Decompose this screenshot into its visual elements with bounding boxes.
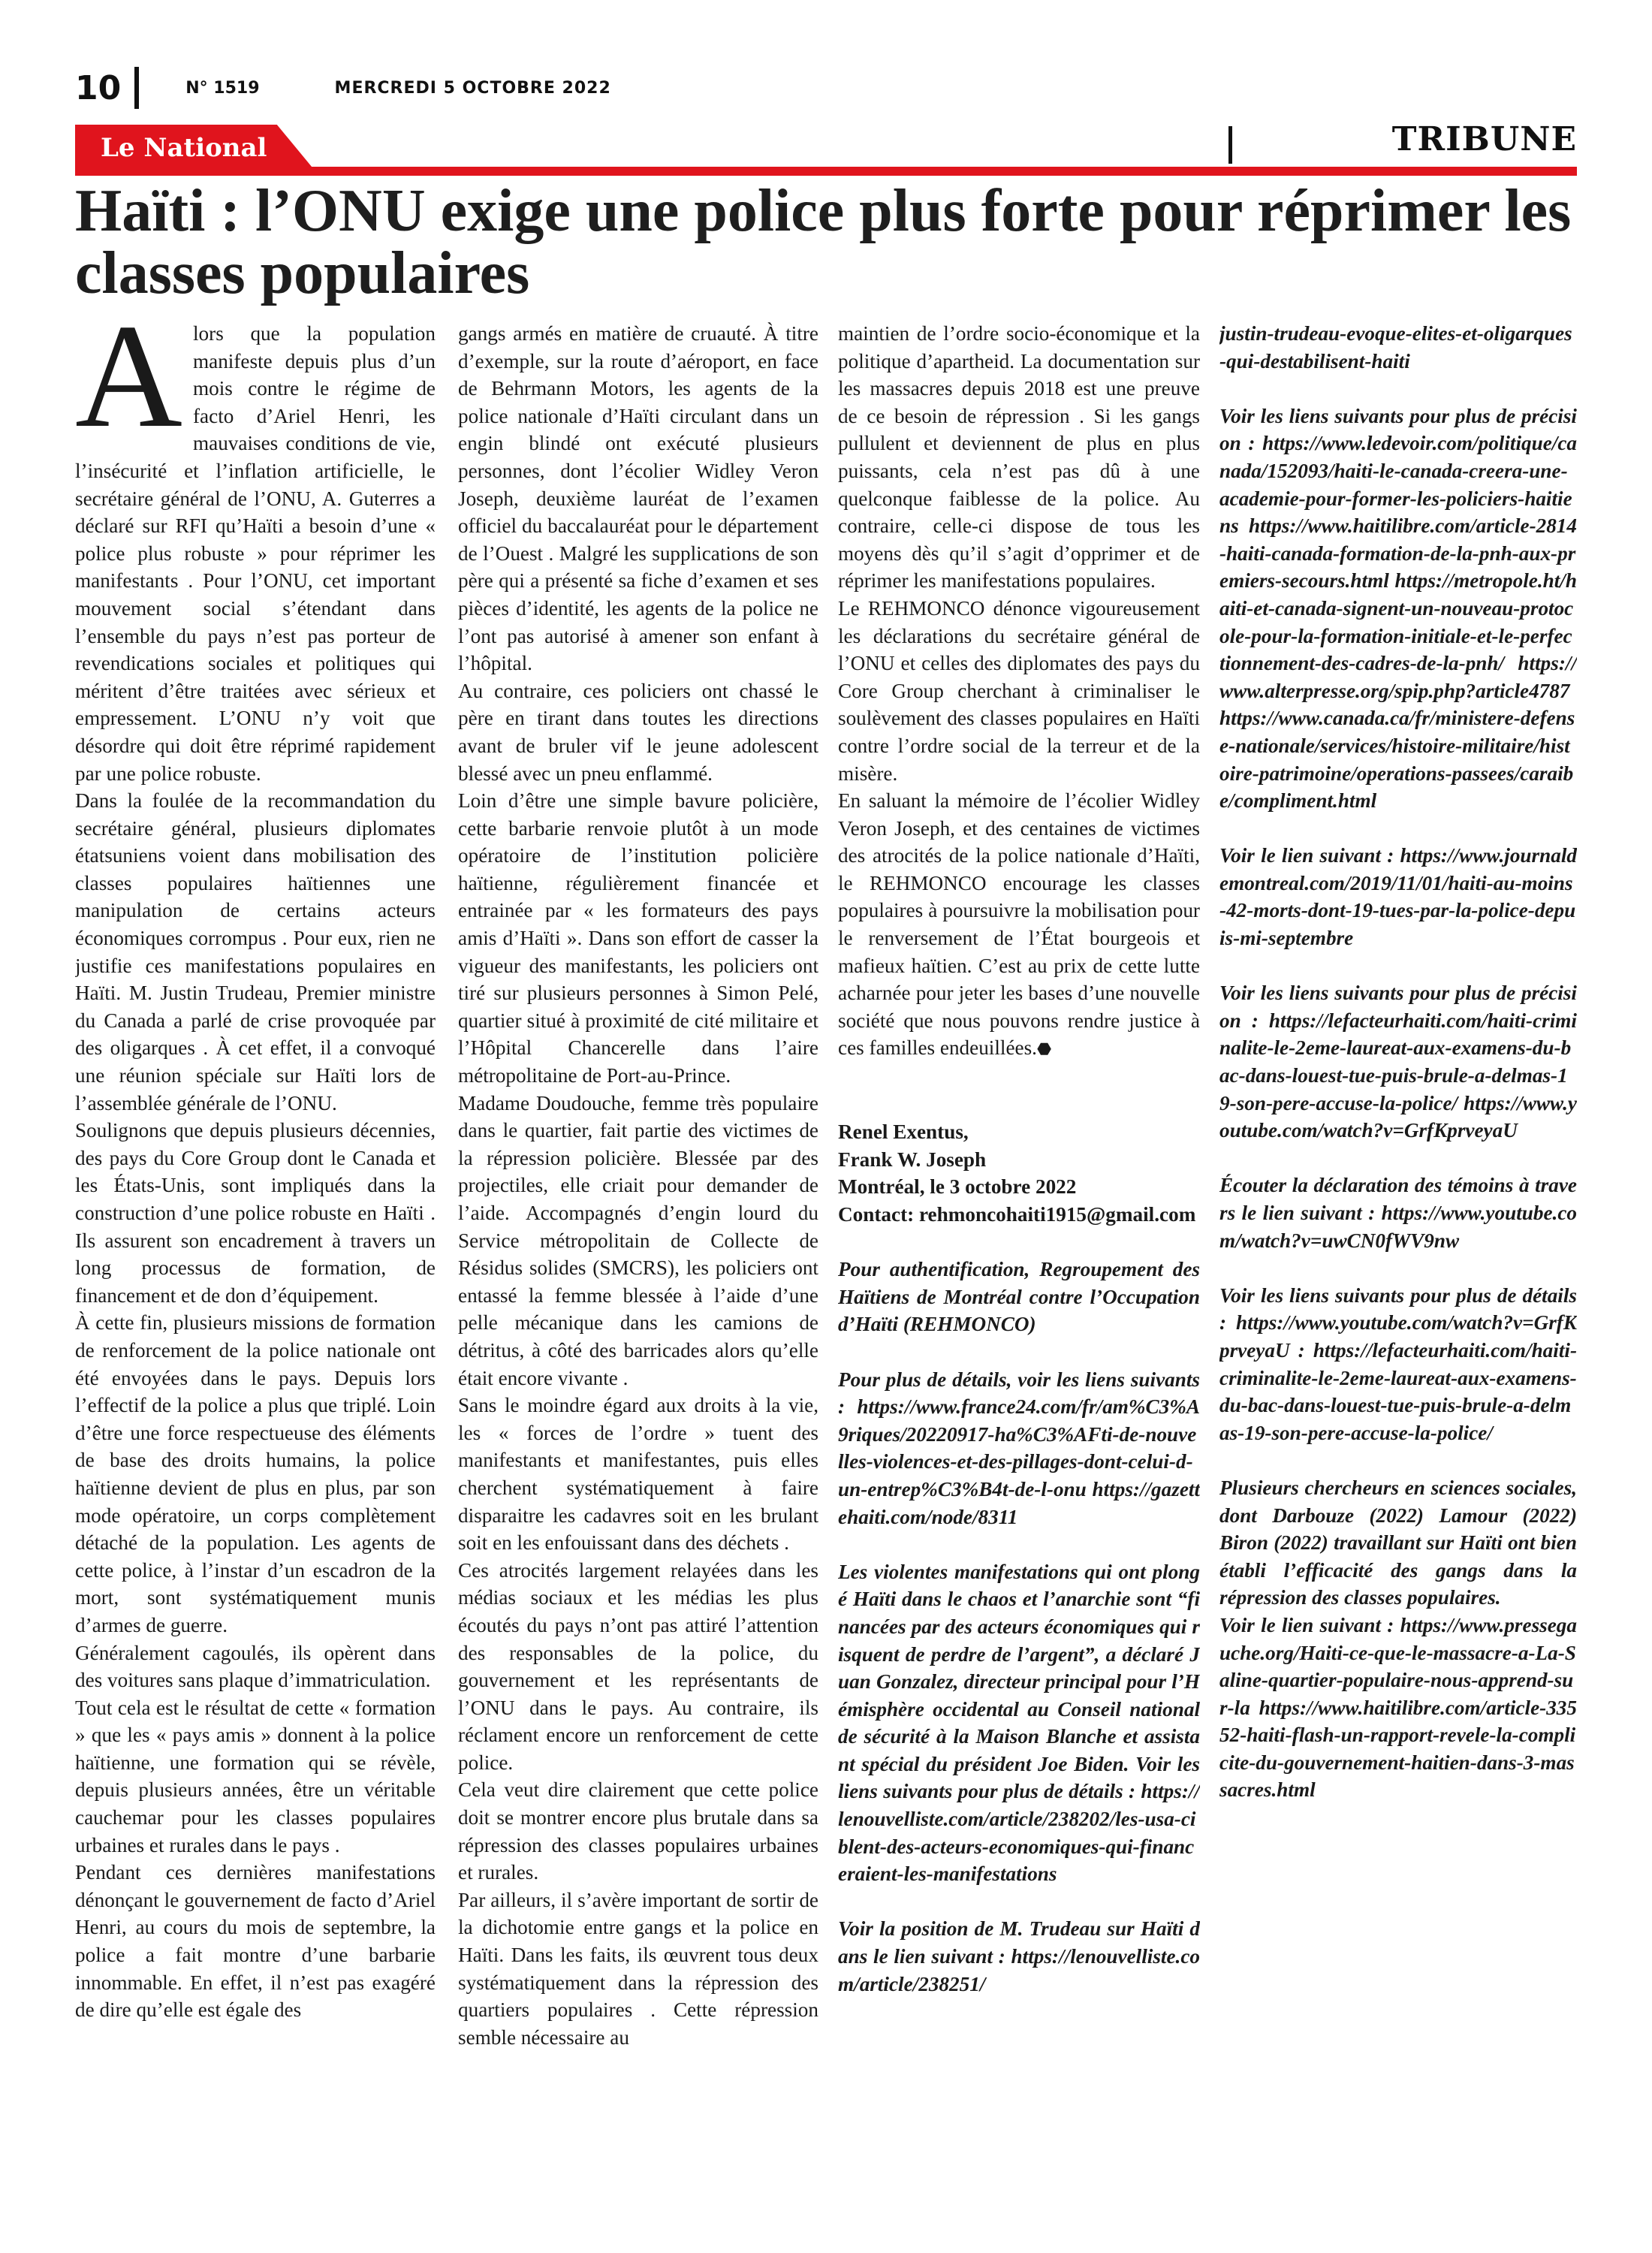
paragraph: Au contraire, ces policiers ont chassé le père en tirant dans toutes les directions avant de bruler vif le jeune adolescent blessé avec un pneu enflammé. (458, 679, 818, 785)
note-links: Voir le lien suivant : https://www.pressegauche.org/Haiti-ce-que-le-massacre-a-La-Saline-quartier-populaire-nous-apprend-sur-la https://www.haitilibre.com/article-33552-haiti-flash-un-rapport-revele-la-complicite-du-gouvernement-haitien-dans-3-massacres.html (1219, 1613, 1577, 1802)
note: Les violentes manifestations qui ont plongé Haïti dans le chaos et l’anarchie sont “financées par des acteurs économiques qui risquent de perdre de l’argent”, a déclaré Juan Gonzalez, directeur principal pour l’Hémisphère occidental au Conseil national de sécurité à la Maison Blanche et assistant spécial du président Joe Biden. Voir les liens suivants pour plus de détails : https://lenouvelliste.com/article/238202/les-usa-ciblent-des-acteurs-economiques-qui-financeraient-les-manifestations (838, 1560, 1200, 1886)
publication-tag: Le National (101, 133, 267, 163)
paragraph: Madame Doudouche, femme très populaire dans le quartier, fait partie des victimes de la répression policière. Blessée par des projectiles, elle criait pour demander de l’aide. Accompagnés d’engin lourd du Service métropolitain de Collecte de Résidus solides (SMCRS), les policiers ont entassé la femme blessée à l’aide d’une pelle mécanique dans les camions de détritus, à côté des barricades alors qu’elle était encore vivante . (458, 1091, 818, 1389)
article-column-4 (1219, 320, 1577, 2227)
paragraph: maintien de l’ordre socio-économique et la politique d’apartheid. La documentation sur les massacres depuis 2018 est une preuve de ce besoin de répression . Si les gangs pullulent et deviennent de plus en plus puissants, cela n’est pas dû à une quelconque faiblesse de la police. Au contraire, celle-ci dispose de tous les moyens dès qu’il s’agit d’opprimer et de réprimer les manifestations populaires. (838, 322, 1200, 593)
paragraph: Dans la foulée de la recommandation du secrétaire général, plusieurs diplomates étatsuniens voient dans mobilisation des classes populaires haïtiennes une manipulation de certains acteurs économiques corrompus . Pour eux, rien ne justifie ces manifestations populaires en Haïti. M. Justin Trudeau, Premier ministre du Canada a parlé de crise provoquée par des oligarques . À cet effet, il a convoqué une réunion spéciale sur Haïti lors de l’assemblée générale de l’ONU. (75, 789, 436, 1114)
note-links: Voir le lien suivant : https://www.journaldemontreal.com/2019/11/01/haiti-au-moins-42-morts-dont-19-tues-par-la-police-depuis-mi-septembre (1219, 844, 1577, 950)
note: Plusieurs chercheurs en sciences sociales, dont Darbouze (2022) Lamour (2022) Biron (2022) travaillant sur Haïti ont bien établi l’efficacité des gangs dans la répression des classes populaires. (1219, 1476, 1577, 1609)
note-links: Voir les liens suivants pour plus de détails : https://www.youtube.com/watch?v=GrfKprveyaU : https://lefacteurhaiti.com/haiti-criminalite-le-2eme-laureat-aux-examens-du-bac-dans-louest-tue-puis-brule-a-delmas-19-son-pere-accuse-la-police/ (1219, 1283, 1577, 1444)
page-number: 10 (75, 68, 122, 107)
paragraph: Tout cela est le résultat de cette « formation » que les « pays amis » donnent à la police haïtienne, une formation qui se révèle, depuis plusieurs années, être un véritable cauchemar pour les classes populaires urbaines et rurales dans le pays . (75, 1696, 436, 1856)
header-rule (75, 167, 1577, 176)
spacer (1219, 375, 1577, 403)
paragraph: Soulignons que depuis plusieurs décennies, des pays du Core Group dont le Canada et les États-Unis, sont impliqués dans la construction d’une police robuste en Haïti . Ils assurent son encadrement à travers un long processus de formation, de financement et de don d’équipement. (75, 1119, 436, 1307)
spacer (1219, 1145, 1577, 1172)
drop-cap: A (75, 320, 182, 458)
section-title: TRIBUNE (1391, 120, 1577, 158)
article-column-1 (75, 320, 436, 2227)
spacer (838, 1338, 1200, 1366)
note-links: Écouter la déclaration des témoins à travers le lien suivant : https://www.youtube.com/watch?v=uwCN0fWV9nw (1219, 1174, 1577, 1252)
spacer (838, 1229, 1200, 1256)
note-links: justin-trudeau-evoque-elites-et-oligarques-qui-destabilisent-haiti (1219, 322, 1572, 372)
article-column-2 (458, 320, 818, 2227)
note-links: Pour plus de détails, voir les liens suivants : https://www.france24.com/fr/am%C3%A9riques/20220917-ha%C3%AFti-de-nouvelles-violences-et-des-pillages-dont-celui-d-un-entrep%C3%B4t-de-l-onu https://gazettehaiti.com/node/8311 (838, 1368, 1200, 1528)
spacer (1219, 815, 1577, 843)
paragraph: Le REHMONCO dénonce vigoureusement les déclarations du secrétaire général de l’ONU et celles des diplomates des pays du Core Group cherchant à criminaliser le soulèvement des classes populaires en Haïti contre l’ordre social de la terreur et de la misère. (838, 596, 1200, 785)
spacer (838, 1888, 1200, 1916)
paragraph: À cette fin, plusieurs missions de formation de renforcement de la police nationale ont été envoyées dans le pays. Depuis lors l’effectif de la police a plus que triplé. Loin d’être une force respectueuse des éléments de base des droits humains, la police haïtienne devient de plus en plus, par son mode opératoire, un corps complètement détaché de la population. Les agents de cette police, à l’instar d’un escadron de la mort, sont systématiquement munis d’armes de guerre. (75, 1311, 436, 1636)
contact-line: Contact: rehmoncohaiti1915@gmail.com (838, 1203, 1196, 1226)
article-headline: Haïti : l’ONU exige une police plus forte pour réprimer les classes populaires (75, 178, 1572, 306)
place-date-line: Montréal, le 3 octobre 2022 (838, 1175, 1077, 1199)
note-links: Voir les liens suivants pour plus de précision : https://lefacteurhaiti.com/haiti-criminalite-le-2eme-laureat-aux-examens-du-bac-dans-louest-tue-puis-brule-a-delmas-19-son-pere-accuse-la-police/ https://www.youtube.com/watch?v=GrfKprveyaU (1219, 982, 1577, 1142)
article-column-3 (838, 320, 1200, 2227)
paragraph: Par ailleurs, il s’avère important de sortir de la dichotomie entre gangs et la police en Haïti. Dans les faits, ils œuvrent tous deux systématiquement dans la répression des quartiers populaires . Cette répression semble nécessaire au (458, 1888, 818, 2049)
note: Pour authentification, Regroupement des Haïtiens de Montréal contre l’Occupation d’Haïti (REHMONCO) (838, 1258, 1200, 1336)
note-links: Voir la position de M. Trudeau sur Haïti dans le lien suivant : https://lenouvelliste.com/article/238251/ (838, 1917, 1200, 1995)
paragraph: Sans le moindre égard aux droits à la vie, les « forces de l’ordre » tuent des manifestants et manifestantes, puis elles cherchent systématiquement à faire disparaitre les cadavres soit en les brulant soit en les enfouissant dans des déchets . (458, 1394, 818, 1555)
author-line: Renel Exentus, (838, 1120, 969, 1144)
spacer (1219, 1254, 1577, 1282)
page-header (75, 69, 611, 107)
issue-date: MERCREDI 5 OCTOBRE 2022 (334, 78, 611, 98)
paragraph: Pendant ces dernières manifestations dénonçant le gouvernement de facto d’Ariel Henri, au cours du mois de septembre, la police a fait montre d’une barbarie innommable. En effet, il n’est pas exagéré de dire qu’elle est égale des (75, 1861, 436, 2022)
section-divider (1228, 126, 1232, 164)
spacer (838, 1063, 1200, 1091)
paragraph: Ces atrocités largement relayées dans les médias sociaux et les médias les plus écoutés du pays n’ont pas attiré l’attention des responsables de la police, du gouvernement et les représentants de l’ONU dans le pays. Au contraire, ils réclament encore un renforcement de cette police. (458, 1558, 818, 1774)
header-divider (134, 67, 139, 109)
paragraph: Alors que la population manifeste depuis plus d’un mois contre le régime de facto d’Ariel Henri, les mauvaises conditions de vie, l’insécurité et l’inflation artificielle, le secrétaire général de l’ONU, A. Guterres a déclaré sur RFI qu’Haïti a besoin d’une « police plus robuste » pour réprimer les manifestants . Pour l’ONU, cet important mouvement social s’étendant dans l’ensemble du pays n’est pas porteur de revendications sociales et politiques qui méritent d’être traitées avec sérieux et empressement. L’ONU n’y voit que désordre qui doit être réprimé rapidement par une police robuste. (75, 320, 436, 785)
paragraph: En saluant la mémoire de l’écolier Widley Veron Joseph, et des centaines de victimes des atrocités de la police nationale d’Haïti, le REHMONCO encourage les classes populaires à poursuivre la mobilisation pour le renversement de l’État bourgeois et mafieux haïtien. C’est au prix de cette lutte acharnée pour jeter les bases d’une nouvelle société que nous pouvons rendre justice à ces familles endeuillées.⬣ (838, 789, 1200, 1060)
spacer (838, 1531, 1200, 1558)
note-links: Voir les liens suivants pour plus de précision : https://www.ledevoir.com/politique/canada/152093/haiti-le-canada-creera-une-academie-pour-former-les-policiers-haitiens https://www.haitilibre.com/article-2814-haiti-canada-formation-de-la-pnh-aux-premiers-secours.html https://metropole.ht/haiti-et-canada-signent-un-nouveau-protocole-pour-la-formation-initiale-et-le-perfectionnement-des-cadres-de-la-pnh/ https://www.alterpresse.org/spip.php?article4787 https://www.canada.ca/fr/ministere-defense-nationale/services/histoire-militaire/histoire-patrimoine/operations-passees/caraibe/compliment.html (1219, 404, 1577, 813)
spacer (838, 1091, 1200, 1119)
author-line: Frank W. Joseph (838, 1148, 987, 1171)
paragraph: Cela veut dire clairement que cette police doit se montrer encore plus brutale dans sa répression des classes populaires urbaines et rurales. (458, 1778, 818, 1884)
issue-number: N° 1519 (185, 78, 260, 98)
paragraph: Loin d’être une simple bavure policière, cette barbarie renvoie plutôt à un mode opératoire de l’institution policière haïtienne, régulièrement financée et entrainée par « les formateurs des pays amis d’Haïti ». Dans son effort de casser la vigueur des manifestants, les policiers ont tiré sur plusieurs personnes à Simon Pelé, quartier situé à proximité de cité militaire et l’Hôpital Chancerelle dans l’aire métropolitaine de Port-au-Prince. (458, 789, 818, 1087)
spacer (1219, 952, 1577, 980)
end-mark: ⬣ (1036, 1039, 1052, 1059)
spacer (1219, 1446, 1577, 1474)
paragraph: Généralement cagoulés, ils opèrent dans des voitures sans plaque d’immatriculation. (75, 1641, 436, 1692)
paragraph: gangs armés en matière de cruauté. À titre d’exemple, sur la route d’aéroport, en face de Behrmann Motors, les agents de la police nationale d’Haïti circulant dans un engin blindé ont exécuté plusieurs personnes, dont l’écolier Widley Veron Joseph, deuxième lauréat de l’examen officiel du baccalauréat pour le département de l’Ouest . Malgré les supplications de son père qui a présenté sa fiche d’examen et ses pièces d’identité, les agents de la police ne l’ont pas autorisé à amener son enfant à l’hôpital. (458, 322, 818, 675)
